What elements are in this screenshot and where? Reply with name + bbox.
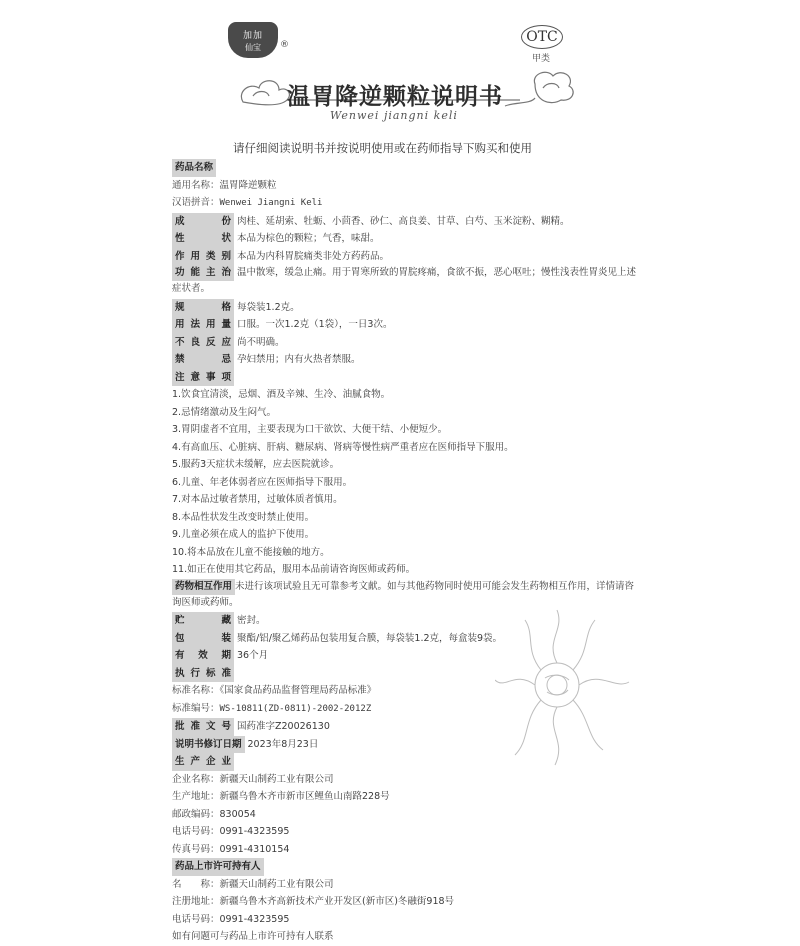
- manufacturer-label: 生产地址：: [172, 791, 220, 802]
- section-header-drug-name: 药品名称: [172, 159, 216, 177]
- manufacturer-label: 传真号码：: [172, 843, 220, 855]
- document-subtitle: Wenwei jiangni keli: [330, 109, 458, 122]
- generic-name-label: 通用名称：: [172, 179, 220, 191]
- logo-mark: [228, 22, 278, 58]
- brand-logo: [228, 22, 288, 60]
- contraindications-value: 孕妇禁用；内有火热者禁服。: [237, 354, 361, 365]
- list-item: 1.饮食宜清淡，忌烟、酒及辛辣、生冷、油腻食物。: [172, 389, 391, 400]
- list-item: 9.儿童必须在成人的监护下使用。: [172, 529, 315, 540]
- document-title: 温胃降逆颗粒说明书: [287, 83, 503, 110]
- section-header-appearance: 性 状: [172, 230, 234, 248]
- revision-value: 2023年8月23日: [247, 738, 319, 750]
- manufacturer-value: 0991-4323595: [219, 826, 290, 837]
- section-header-precautions: 注意事项: [172, 369, 234, 387]
- storage-value: 密封。: [237, 615, 266, 626]
- list-item: 8.本品性状发生改变时禁止使用。: [172, 511, 315, 523]
- category-value: 本品为内科胃脘痛类非处方药药品。: [237, 250, 390, 262]
- leaflet-body: [172, 159, 642, 946]
- logo-text-top: 加加: [242, 31, 263, 41]
- reading-notice: 请仔细阅读说明书并按说明使用或在药师指导下购买和使用: [233, 141, 532, 155]
- holder-footer: 如有问题可与药品上市许可持有人联系: [172, 931, 334, 942]
- section-header-manufacturer: 生产企业: [172, 753, 234, 771]
- standard-name-value: 《国家食品药品监督管理局药品标准》: [219, 685, 377, 696]
- list-item: 2.忌情绪激动及生闷气。: [172, 406, 277, 418]
- section-header-category: 作用类别: [172, 248, 234, 266]
- holder-value: 0991-4323595: [219, 913, 290, 925]
- section-header-revision: 说明书修订日期: [172, 736, 245, 754]
- manufacturer-value: 0991-4310154: [219, 843, 290, 855]
- list-item: 11.如正在使用其它药品，服用本品前请咨询医师或药师。: [172, 564, 416, 575]
- standard-code-value: WS-10811(ZD-0811)-2002-2012Z: [219, 703, 372, 714]
- manufacturer-value: 新疆乌鲁木齐市新市区鲤鱼山南路228号: [219, 791, 390, 802]
- appearance-value: 本品为棕色的颗粒；气香，味甜。: [237, 233, 380, 244]
- specification-value: 每袋装1.2克。: [237, 301, 300, 313]
- pinyin-label: 汉语拼音：: [172, 197, 220, 208]
- indications-value: 温中散寒，缓急止痛。用于胃寒所致的胃脘疼痛，食欲不振，恶心呕吐；慢性浅表性胃炎见上述症状者。: [172, 267, 637, 294]
- section-header-approval: 批准文号: [172, 718, 234, 736]
- section-header-dosage: 用法用量: [172, 316, 234, 334]
- manufacturer-label: 电话号码：: [172, 826, 220, 837]
- generic-name-value: 温胃降逆颗粒: [219, 179, 277, 191]
- list-item: 6.儿童、年老体弱者应在医师指导下服用。: [172, 476, 353, 488]
- list-item: 10.将本品放在儿童不能接触的地方。: [172, 546, 330, 558]
- standard-name-label: 标准名称：: [172, 685, 220, 696]
- list-item: 4.有高血压、心脏病、肝病、糖尿病、肾病等慢性病严重者应在医师指导下服用。: [172, 441, 514, 453]
- list-item: 3.胃阴虚者不宜用，主要表现为口干欲饮、大便干结、小便短少。: [172, 424, 448, 435]
- registered-mark: ®: [280, 40, 289, 50]
- manufacturer-value: 830054: [219, 808, 256, 820]
- list-item: 7.对本品过敏者禁用，过敏体质者慎用。: [172, 494, 343, 505]
- pinyin-row: [172, 194, 642, 213]
- manufacturer-label: 邮政编码：: [172, 808, 220, 820]
- section-header-adverse: 不良反应: [172, 334, 234, 352]
- adverse-value: 尚不明确。: [237, 336, 285, 348]
- section-header-indications: 功能主治: [172, 265, 234, 281]
- section-header-package: 包 装: [172, 630, 234, 648]
- validity-value: 36个月: [237, 650, 269, 661]
- pinyin-value: Wenwei Jiangni Keli: [219, 198, 323, 208]
- standard-code-label: 标准编号：: [172, 702, 220, 714]
- list-item: 5.服药3天症状未缓解，应去医院就诊。: [172, 459, 340, 470]
- interactions-value: 未进行该项试验且无可靠参考文献。如与其他药物同时使用可能会发生药物相互作用，详情请咨询医师或药师。: [172, 580, 635, 608]
- section-header-validity: 有 效 期: [172, 647, 234, 665]
- section-header-standard: 执行标准: [172, 665, 234, 683]
- manufacturer-value: 新疆天山制药工业有限公司: [219, 773, 334, 785]
- section-header-contraindications: 禁 忌: [172, 351, 234, 369]
- package-value: 聚酯/铝/聚乙烯药品包装用复合膜，每袋装1.2克，每盒装9袋。: [237, 632, 503, 644]
- generic-name-row: [172, 177, 642, 195]
- section-header-interactions: 药物相互作用: [172, 579, 235, 595]
- holder-value: 新疆乌鲁木齐高新技术产业开发区(新市区)冬融街918号: [219, 896, 455, 907]
- approval-value: 国药准字Z20026130: [237, 721, 330, 732]
- section-header-specification: 规 格: [172, 299, 234, 317]
- holder-label: 注册地址：: [172, 896, 220, 907]
- dosage-value: 口服。一次1.2克（1袋），一日3次。: [237, 319, 393, 330]
- logo-text-bottom: 仙宝: [245, 43, 261, 52]
- section-header-storage: 贮 藏: [172, 612, 234, 630]
- holder-value: 新疆天山制药工业有限公司: [219, 878, 334, 890]
- section-header-ingredients: 成 份: [172, 213, 234, 231]
- section-header-holder: 药品上市许可持有人: [172, 858, 264, 876]
- manufacturer-label: 企业名称：: [172, 773, 220, 785]
- holder-label: 电话号码：: [172, 913, 220, 925]
- otc-class-label: 甲类: [531, 54, 550, 64]
- otc-badge: OTC: [521, 25, 563, 49]
- ingredients-value: 肉桂、延胡索、牡蛎、小茴香、砂仁、高良姜、甘草、白芍、玉米淀粉、糊精。: [237, 215, 570, 227]
- holder-label: 名 称：: [172, 878, 220, 890]
